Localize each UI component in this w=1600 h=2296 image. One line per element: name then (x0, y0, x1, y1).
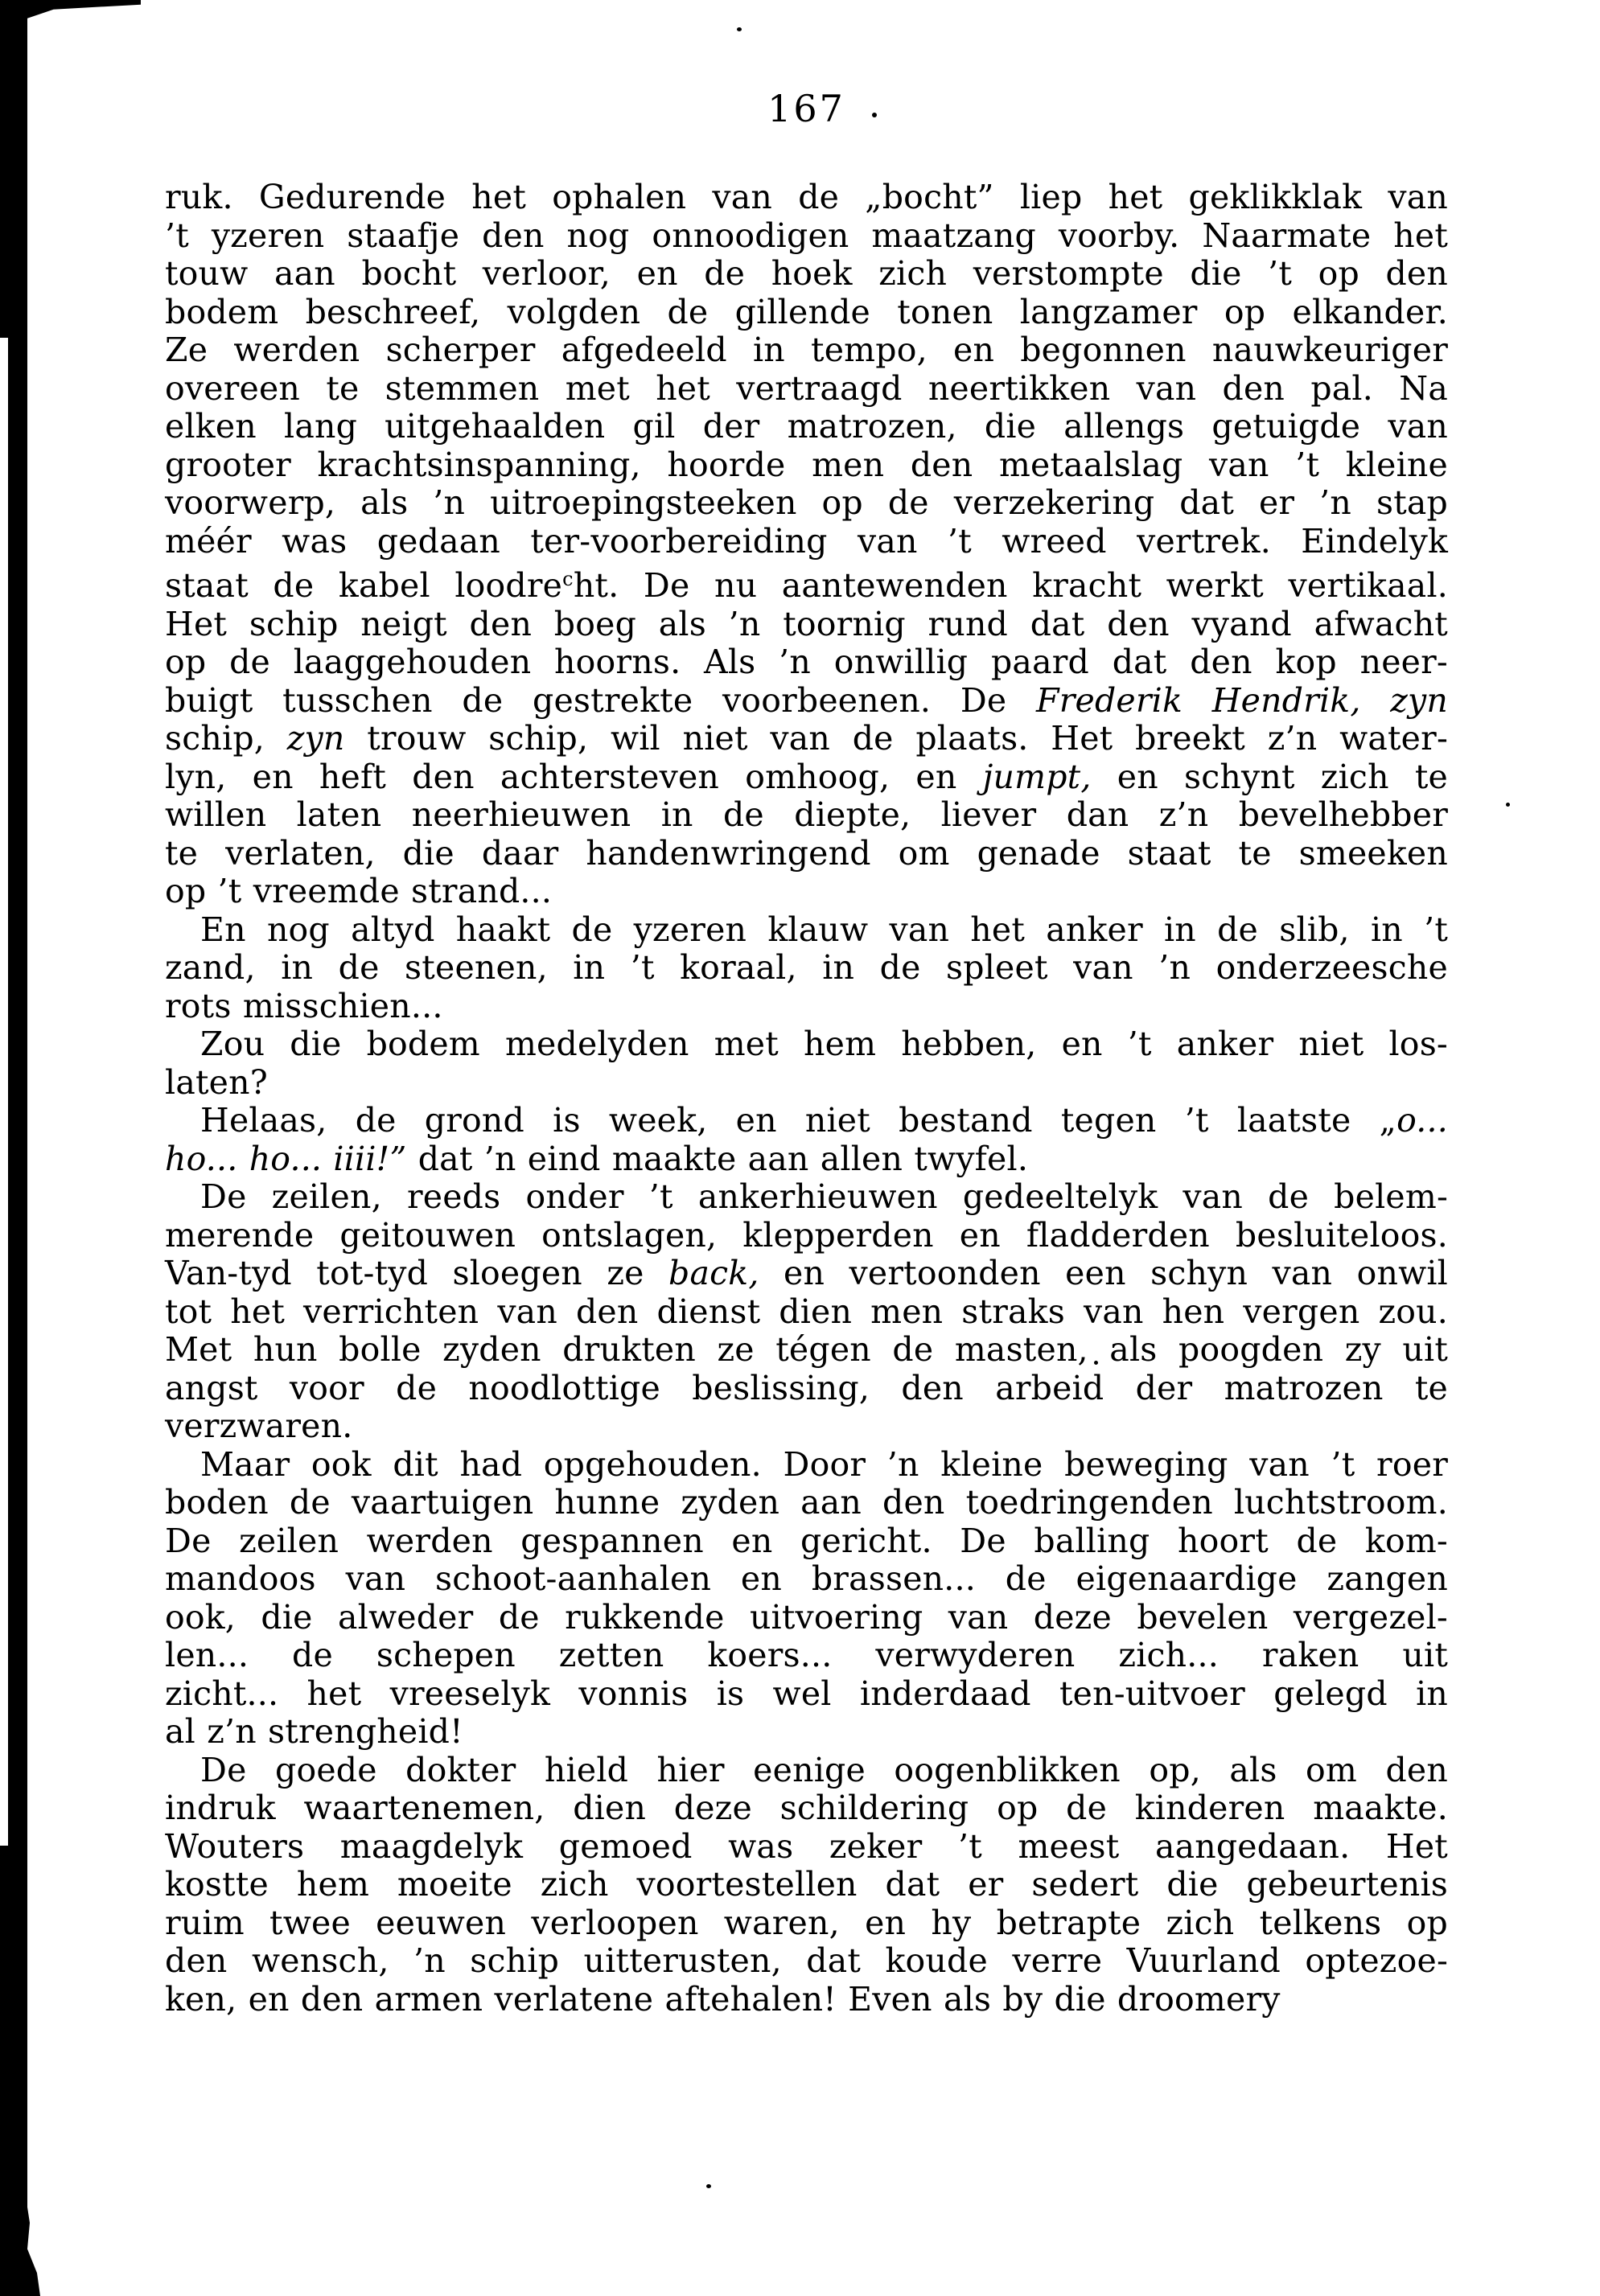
text-run: elken lang uitgehaalden gil der matrozen, die allengs getuigde van (165, 407, 1448, 446)
scan-edge-wedge-top (0, 0, 141, 21)
text-line (165, 1217, 1448, 1255)
text-line (165, 682, 1448, 721)
scan-speck (706, 2184, 711, 2188)
text-run: ruk. Gedurende het ophalen van de „bocht” liep het geklikklak van (165, 178, 1448, 216)
italic-run: o... (1396, 1101, 1448, 1140)
text-line (165, 484, 1448, 523)
text-line (165, 606, 1448, 644)
text-run: rots misschien... (165, 986, 443, 1025)
text-run: tot het verrichten van den dienst dien men straks van hen vergen zou. (165, 1292, 1448, 1331)
text-run: ht. De nu aantewenden kracht werkt vertikaal. (573, 566, 1448, 605)
text-line (165, 1789, 1448, 1828)
text-run: bodem beschreef, volgden de gillende tonen langzamer op elkander. (165, 292, 1448, 331)
text-run: verzwaren. (165, 1407, 353, 1445)
text-line (165, 1025, 1448, 1064)
text-line (165, 1713, 1448, 1752)
text-run: en vertoonden een schyn van onwil (759, 1254, 1448, 1292)
text-line (165, 1255, 1448, 1293)
text-line (165, 1828, 1448, 1867)
text-line (165, 1370, 1448, 1408)
text-line (165, 911, 1448, 950)
text-line (165, 446, 1448, 485)
text-run: méér was gedaan ter-voorbereiding van ’t wreed vertrek. Eindelyk (165, 521, 1448, 561)
text-run: en schynt zich te (1091, 757, 1448, 796)
text-run: De zeilen werden gespannen en gericht. De balling hoort de kom- (165, 1521, 1448, 1560)
text-line (165, 949, 1448, 988)
text-run: op ’t vreemde strand... (165, 872, 553, 910)
text-run: touw aan bocht verloor, en de hoek zich verstompte die ’t op den (165, 254, 1448, 293)
text-run: overeen te stemmen met het vertraagd neertikken van den pal. Na (165, 368, 1448, 408)
scan-edge-blob-bottom (0, 2191, 40, 2296)
italic-run: back, (668, 1254, 759, 1292)
text-run: merende geitouwen ontslagen, klepperden en fladderden besluiteloos. (165, 1215, 1448, 1255)
text-line (165, 873, 1448, 911)
text-line (165, 1752, 1448, 1790)
text-line (165, 1178, 1448, 1217)
text-run: staat de kabel loodre (165, 566, 563, 605)
text-line (165, 835, 1448, 873)
text-line (165, 988, 1448, 1026)
text-line (165, 796, 1448, 835)
text-run: lyn, en heft den achtersteven omhoog, en (165, 757, 983, 796)
scan-speck (1506, 803, 1510, 807)
text-line (165, 1599, 1448, 1637)
text-run: ook, die alweder de rukkende uitvoering van deze bevelen vergezel- (165, 1597, 1448, 1637)
text-run: grooter krachtsinspanning, hoorde men den metaalslag van ’t kleine (165, 445, 1448, 484)
text-run: De goede dokter hield hier eenige oogenblikken op, als om den (200, 1750, 1448, 1789)
text-line (165, 1446, 1448, 1485)
text-line (165, 523, 1448, 561)
text-run: ken, en den armen verlatene aftehalen! Even als by die droomery (165, 1979, 1281, 2019)
text-run: De zeilen, reeds onder ’t ankerhieuwen gedeeltelyk van de belem- (200, 1177, 1448, 1216)
text-line (165, 1522, 1448, 1561)
text-run: c (562, 568, 574, 590)
scan-edge-bar-top (0, 0, 27, 338)
text-run: En nog altyd haakt de yzeren klauw van het anker in de slib, in ’t (200, 910, 1448, 949)
text-line (165, 1064, 1448, 1103)
text-run: dat ’n eind maakte aan allen twyfel. (406, 1139, 1029, 1178)
text-line (165, 294, 1448, 332)
text-line (165, 408, 1448, 446)
text-run: len... de schepen zetten koers... verwyderen zich... raken uit (165, 1636, 1448, 1674)
text-line (165, 179, 1448, 217)
italic-run: jumpt, (982, 757, 1092, 796)
italic-run: ho... ho... iiii!” (165, 1139, 407, 1178)
text-run: mandoos van schoot-aanhalen en brassen... de eigenaardige zangen (165, 1559, 1448, 1598)
text-line (165, 1942, 1448, 1981)
text-run: den wensch, ’n schip uitterusten, dat koude verre Vuurland optezoe- (165, 1941, 1448, 1980)
text-line (165, 1102, 1448, 1140)
text-run: schip, (165, 719, 287, 758)
text-run: zicht... het vreeselyk vonnis is wel inderdaad ten-uitvoer gelegd in (165, 1674, 1448, 1713)
text-run: op de laaggehouden hoorns. Als ’n onwillig paard dat den kop neer- (165, 643, 1448, 681)
text-line (165, 1637, 1448, 1675)
text-line (165, 1904, 1448, 1943)
text-run: Helaas, de grond is week, en niet bestand tegen ’t laatste „ (200, 1101, 1397, 1140)
text-line (165, 1484, 1448, 1522)
text-run: Ze werden scherper afgedeeld in tempo, en begonnen nauwkeuriger (165, 331, 1448, 369)
page-number: 167 (767, 87, 845, 130)
text-run: al z’n strengheid! (165, 1712, 463, 1751)
text-run: Het schip neigt den boeg als ’n toornig rund dat den vyand afwacht (165, 604, 1448, 643)
text-run: Wouters maagdelyk gemoed was zeker ’t meest aangedaan. Het (165, 1826, 1448, 1866)
page-text (165, 179, 1448, 2019)
text-run: Met hun bolle zyden drukten ze tégen de masten, als poogden zy uit (165, 1330, 1448, 1369)
text-line (165, 643, 1448, 682)
text-line (165, 1331, 1448, 1370)
italic-run: zyn (286, 719, 345, 758)
text-line (165, 1140, 1448, 1179)
text-line (165, 1407, 1448, 1446)
text-run: willen laten neerhieuwen in de diepte, liever dan z’n bevelhebber (165, 795, 1448, 834)
text-line (165, 255, 1448, 294)
text-line (165, 217, 1448, 256)
text-run: boden de vaartuigen hunne zyden aan den toedringenden luchtstroom. (165, 1483, 1448, 1522)
text-run: Van-tyd tot-tyd sloegen ze (165, 1254, 669, 1292)
text-line (165, 1560, 1448, 1599)
italic-run: Frederik Hendrik, zyn (1036, 680, 1448, 720)
text-run: angst voor de noodlottige beslissing, den arbeid der matrozen te (165, 1368, 1448, 1407)
text-line (165, 331, 1448, 370)
scan-speck (737, 27, 742, 31)
text-line (165, 720, 1448, 758)
text-run: indruk waartenemen, dien deze schildering op de kinderen maakte. (165, 1789, 1448, 1827)
text-line (165, 1981, 1448, 2019)
text-run: Zou die bodem medelyden met hem hebben, en ’t anker niet los- (200, 1025, 1448, 1063)
text-line (165, 1675, 1448, 1714)
text-run: ruim twee eeuwen verloopen waren, en hy betrapte zich telkens op (165, 1903, 1448, 1942)
text-run: trouw schip, wil niet van de plaats. Het breekt z’n water- (344, 719, 1449, 758)
text-line (165, 1866, 1448, 1904)
text-run: te verlaten, die daar handenwringend om genade staat te smeeken (165, 833, 1448, 873)
text-run: laten? (165, 1062, 268, 1102)
text-run: Maar ook dit had opgehouden. Door ’n kleine beweging van ’t roer (200, 1444, 1448, 1484)
text-line (165, 1293, 1448, 1332)
text-line (165, 370, 1448, 409)
text-run: zand, in de steenen, in ’t koraal, in de spleet van ’n onderzeesche (165, 948, 1448, 987)
text-line (165, 758, 1448, 797)
text-run: kostte hem moeite zich voortestellen dat er sedert die gebeurtenis (165, 1865, 1448, 1904)
text-run: ’t yzeren staafje den nog onnoodigen maatzang voorby. Naarmate het (165, 216, 1448, 255)
text-line (165, 561, 1448, 606)
text-run: buigt tusschen de gestrekte voorbeenen. De (165, 680, 1037, 720)
text-run: voorwerp, als ’n uitroepingsteeken op de verzekering dat er ’n stap (165, 483, 1448, 522)
